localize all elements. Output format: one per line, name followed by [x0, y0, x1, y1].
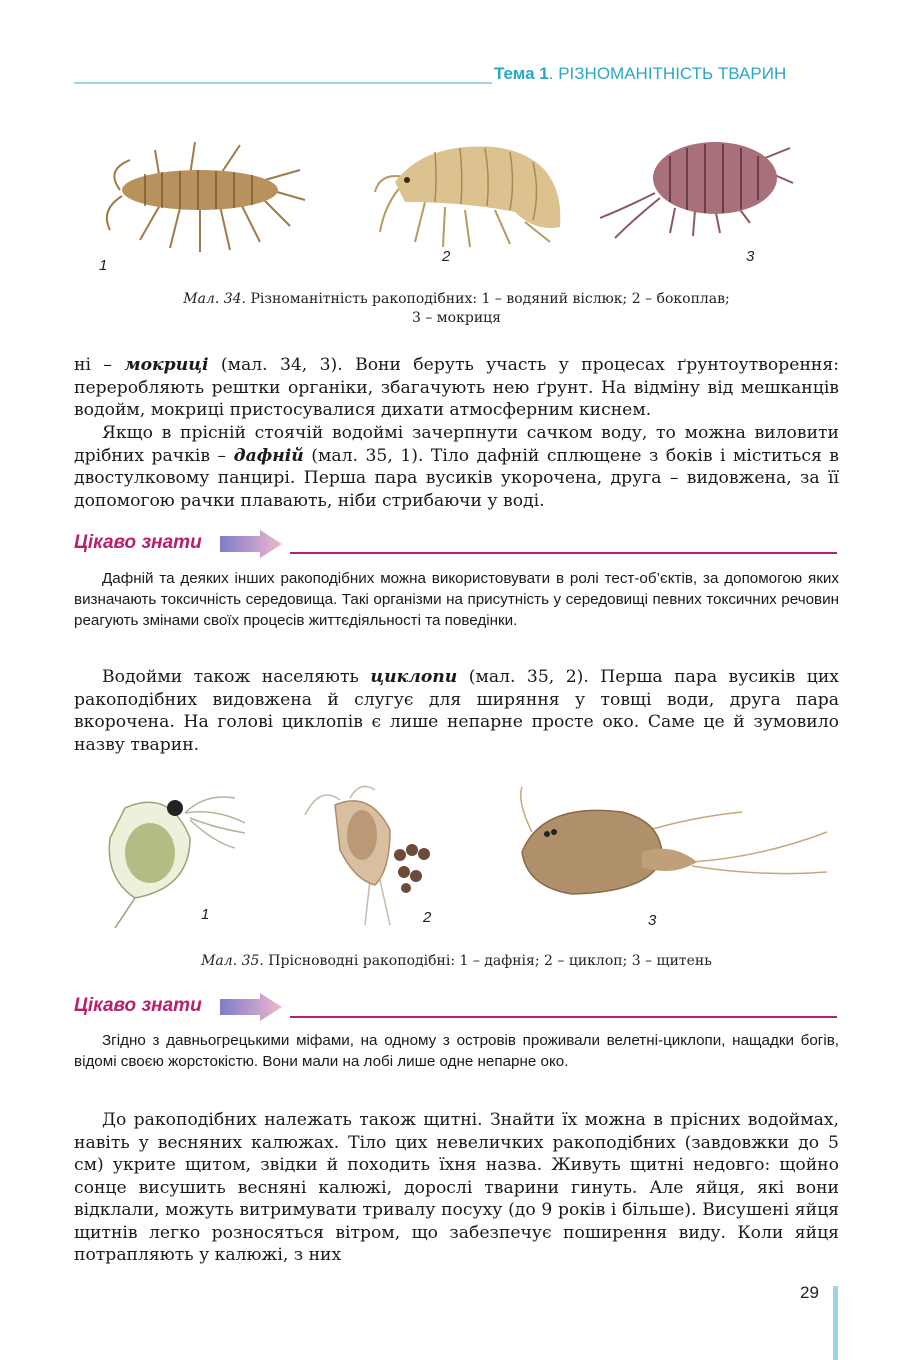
figure35-caption [74, 952, 839, 971]
fig34-number-3: 3 [746, 248, 755, 265]
figure35-caption-label: Мал. 35. [201, 953, 264, 969]
para3-text-b: (мал. 35, 2). Перша пара вусиків цих ракоподібних видовжена й слугує для ширяння у товщі води, друга пара вкорочена. На голові циклопів є лише непарне просте око. Саме це й зумовило назву тварин. [74, 667, 840, 755]
fig35-number-1: 1 [201, 906, 210, 923]
paragraph-cyclops [74, 666, 839, 756]
daphnia-image [95, 778, 255, 933]
figure34-caption-line1: Різноманітність ракоподібних: 1 – водяний віслюк; 2 – бокоплав; [246, 291, 730, 307]
para1-text-b: (мал. 34, 3). Вони беруть участь у процесах ґрунтоутворення: переробляють рештки органіки, збагачують нею ґрунт. На відміну від мешканців водойм, мокриці пристосувалися дихати атмосферним киснем. [74, 355, 839, 420]
paragraph-tadpole-shrimps [74, 1109, 839, 1267]
fig35-number-3: 3 [648, 912, 657, 929]
para4-body: До ракоподібних належать також щитні. Знайти їх можна в прісних водоймах, навіть у весняних калюжах. Тіло цих невеличких ракоподібних (завдовжки до 5 см) укрите щитом, звідки й походить їхня назва. Живуть щитні недовго: щойно сонце висушить весняні калюжі, дорослі тварини гинуть. Але яйця, які вони відклали, можуть витримувати тривалу посуху (до 9 років і більше). Висушені яйця щитнів легко розносяться вітром, що забезпечує поширення виду. Коли яйця потрапляють у калюжі, з них [74, 1110, 839, 1265]
woodlouse-image [595, 118, 795, 248]
figure34-caption [74, 290, 839, 328]
para3-text-a: Водойми також населяють [102, 667, 371, 687]
page-edge-bar [833, 1286, 838, 1360]
para2-text-a: Якщо в прісній стоячій водоймі зачерпнути сачком воду, то можна виловити дрібних рачків – [74, 423, 839, 466]
figure34-caption-line2: 3 – мокриця [411, 310, 501, 326]
para2-text-b: (мал. 35, 1). Тіло дафній сплющене з боків і міститься в двостулковому панцирі. Перша пара вусиків укорочена, друга – видовжена, за її допомогою рачки плавають, ніби стрибаючи у воді. [74, 445, 839, 511]
figure34-caption-label: Мал. 34. [183, 291, 247, 307]
para1-text-a: ні – [74, 355, 125, 375]
amphipod-image [365, 132, 580, 252]
note-rule-2 [290, 1016, 837, 1018]
figure35-caption-text: Прісноводні ракоподібні: 1 – дафнія; 2 – циклоп; 3 – щитень [263, 953, 712, 969]
header-rule [74, 82, 492, 84]
tadpole-shrimp-image [512, 782, 832, 922]
fig35-number-2: 2 [423, 909, 432, 926]
interesting-fact-text-2 [74, 1030, 839, 1072]
theme-label: Тема 1 [494, 64, 549, 83]
water-louse-image [100, 130, 310, 260]
interesting-fact-text-1 [74, 568, 839, 631]
page-number: 29 [800, 1283, 819, 1302]
fig34-number-2: 2 [442, 248, 451, 265]
term-cyclops: циклопи [370, 667, 458, 687]
cyclops-image [300, 780, 450, 930]
note1-body: Дафній та деяких інших ракоподібних можна використовувати в ролі тест-об’єктів, за допомогою яких визначають токсичність середовища. Такі організми на присутність у середовищі певних токсичних речовин реагують змінами своїх процесів життєдіяльності та поведінки. [74, 570, 839, 629]
fig34-number-1: 1 [99, 257, 108, 274]
term-daphnia: дафній [233, 445, 304, 466]
note2-body: Згідно з давньогрецькими міфами, на одному з островів проживали велетні-циклопи, нащадки богів, відомі своєю жорстокістю. Вони мали на лобі лише одне непарне око. [74, 1032, 839, 1070]
paragraph-woodlice [74, 354, 839, 422]
theme-title: . РІЗНОМАНІТНІСТЬ ТВАРИН [548, 64, 787, 83]
interesting-fact-title-2: Цікаво знати [74, 995, 202, 1016]
paragraph-daphnia [74, 422, 839, 512]
arrow-icon [220, 993, 282, 1021]
arrow-icon [220, 530, 282, 558]
term-woodlice: мокриці [124, 355, 209, 375]
interesting-fact-title-1: Цікаво знати [74, 532, 202, 553]
page-header [494, 64, 786, 84]
note-rule-1 [290, 552, 837, 554]
